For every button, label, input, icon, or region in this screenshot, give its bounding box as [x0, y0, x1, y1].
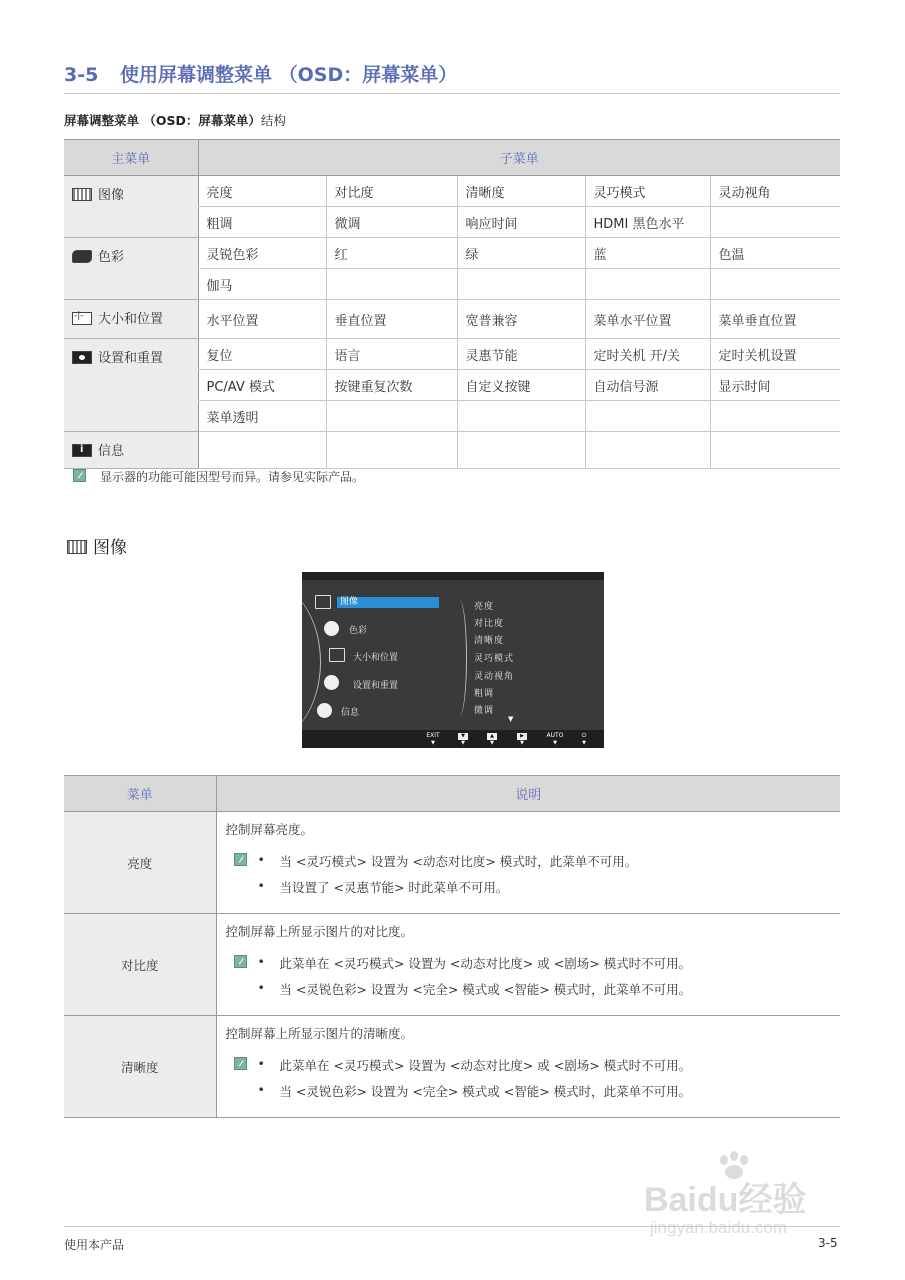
osd-screenshot [302, 572, 604, 748]
submenu-cell: 水平位置 [198, 300, 326, 339]
submenu-cell [710, 401, 840, 432]
submenu-cell: 垂直位置 [326, 300, 457, 339]
osd-sub-item: 亮度 [474, 602, 495, 612]
structure-title-suffix: 结构 [260, 113, 286, 128]
page-number: 3-5 [818, 1236, 838, 1250]
submenu-cell: 定时关机设置 [710, 339, 840, 370]
menu-description [216, 812, 840, 914]
footer-chapter: 使用本产品 [64, 1238, 125, 1252]
submenu-cell: 亮度 [198, 176, 326, 207]
size-position-icon [329, 648, 345, 662]
submenu-cell: 灵锐色彩 [198, 238, 326, 269]
osd-right-button: ▶ ▼ [513, 732, 531, 746]
baidu-watermark [640, 1150, 850, 1250]
osd-down-button: ▼ ▼ [454, 732, 472, 746]
osd-auto-button: AUTO ▼ [546, 732, 564, 746]
info-icon [72, 444, 92, 457]
osd-menu-picture: 图像 [337, 597, 439, 608]
osd-exit-button: EXIT ▼ [426, 732, 440, 746]
submenu-cell [585, 401, 710, 432]
submenu-cell: 复位 [198, 339, 326, 370]
submenu-cell: 响应时间 [457, 207, 585, 238]
submenu-cell: 清晰度 [457, 176, 585, 207]
description-summary: 控制屏幕亮度。 [225, 822, 314, 837]
osd-structure-table [64, 139, 840, 469]
footer-divider [64, 1226, 840, 1227]
main-menu-color: 色彩 [64, 238, 198, 300]
menu-description [216, 1016, 840, 1118]
osd-sub-item: 对比度 [474, 619, 505, 629]
submenu-cell [585, 432, 710, 469]
submenu-cell: 灵动视角 [710, 176, 840, 207]
size-position-icon [72, 312, 92, 325]
image-section-title: 图像 [93, 538, 127, 558]
submenu-cell: 色温 [710, 238, 840, 269]
submenu-cell: 宽普兼容 [457, 300, 585, 339]
submenu-cell [198, 432, 326, 469]
picture-icon [72, 188, 92, 201]
image-section-heading [67, 533, 127, 558]
header-main-menu: 主菜单 [64, 140, 198, 176]
picture-icon [315, 595, 331, 609]
description-bullet: • 此菜单在 <灵巧模式> 设置为 <动态对比度> 或 <剧场> 模式时不可用。 [257, 1056, 692, 1073]
submenu-cell [457, 432, 585, 469]
osd-top-bar [302, 572, 604, 580]
description-bullet: • 当 <灵锐色彩> 设置为 <完全> 模式或 <智能> 模式时，此菜单不可用。 [257, 1082, 692, 1099]
osd-sub-item: 灵动视角 [474, 672, 515, 682]
osd-power-button: ⏻ ▼ [581, 732, 587, 746]
structure-title-bold: 屏幕调整菜单 （OSD：屏幕菜单） [64, 113, 261, 128]
header-sub-menu: 子菜单 [198, 140, 840, 176]
submenu-cell: 显示时间 [710, 370, 840, 401]
menu-name-contrast: 对比度 [64, 914, 216, 1016]
main-menu-size-position: -|-大小和位置 [64, 300, 198, 339]
submenu-cell: 定时关机 开/关 [585, 339, 710, 370]
main-menu-picture: 图像 [64, 176, 198, 238]
submenu-cell [710, 207, 840, 238]
header-description: 说明 [216, 776, 840, 812]
osd-menu-setup-reset: 设置和重置 [353, 681, 399, 691]
submenu-cell: 蓝 [585, 238, 710, 269]
submenu-cell: 粗调 [198, 207, 326, 238]
watermark-url: jingyan.baidu.com [650, 1218, 788, 1237]
osd-menu-color: 色彩 [349, 626, 368, 636]
gear-icon [72, 351, 92, 364]
model-note-text: 显示器的功能可能因型号而异。请参见实际产品。 [100, 470, 365, 484]
submenu-cell [710, 269, 840, 300]
submenu-cell: PC/AV 模式 [198, 370, 326, 401]
submenu-cell: 自动信号源 [585, 370, 710, 401]
model-note [73, 468, 364, 485]
submenu-cell: 菜单透明 [198, 401, 326, 432]
osd-sub-item: 灵巧模式 [474, 654, 515, 664]
submenu-cell: 按键重复次数 [326, 370, 457, 401]
submenu-cell: 灵惠节能 [457, 339, 585, 370]
description-summary: 控制屏幕上所显示图片的对比度。 [225, 924, 414, 939]
submenu-cell: 伽马 [198, 269, 326, 300]
scroll-down-icon: ▼ [508, 715, 514, 723]
submenu-cell [326, 401, 457, 432]
osd-menu-size-position: 大小和位置 [353, 653, 399, 663]
main-menu-info: i信息 [64, 432, 198, 469]
submenu-cell: 绿 [457, 238, 585, 269]
submenu-cell [326, 432, 457, 469]
menu-name-brightness: 亮度 [64, 812, 216, 914]
header-menu: 菜单 [64, 776, 216, 812]
section-title: 使用屏幕调整菜单 （OSD：屏幕菜单） [120, 64, 458, 86]
submenu-cell: 菜单垂直位置 [710, 300, 840, 339]
submenu-cell: 菜单水平位置 [585, 300, 710, 339]
watermark-main-text: Baidu经验 [644, 1181, 807, 1219]
osd-right-arc [452, 600, 467, 716]
gear-icon [324, 675, 339, 690]
submenu-cell: HDMI 黑色水平 [585, 207, 710, 238]
submenu-cell [326, 269, 457, 300]
menu-description [216, 914, 840, 1016]
description-bullet: • 此菜单在 <灵巧模式> 设置为 <动态对比度> 或 <剧场> 模式时不可用。 [257, 954, 692, 971]
description-summary: 控制屏幕上所显示图片的清晰度。 [225, 1026, 414, 1041]
osd-menu-info: 信息 [341, 708, 360, 718]
submenu-cell [585, 269, 710, 300]
osd-sub-item: 微调 [474, 706, 495, 716]
submenu-cell [457, 401, 585, 432]
note-icon [73, 469, 86, 482]
submenu-cell: 语言 [326, 339, 457, 370]
structure-title [64, 111, 286, 129]
submenu-cell: 自定义按键 [457, 370, 585, 401]
menu-description-table [64, 775, 840, 1118]
description-bullet: • 当 <灵锐色彩> 设置为 <完全> 模式或 <智能> 模式时，此菜单不可用。 [257, 980, 692, 997]
palette-icon [72, 250, 92, 263]
submenu-cell [710, 432, 840, 469]
palette-icon [324, 621, 339, 636]
osd-sub-item: 清晰度 [474, 636, 505, 646]
submenu-cell: 灵巧模式 [585, 176, 710, 207]
submenu-cell [457, 269, 585, 300]
main-menu-setup-reset: 设置和重置 [64, 339, 198, 432]
picture-icon [67, 540, 87, 554]
section-number: 3-5 [64, 64, 99, 86]
menu-name-sharpness: 清晰度 [64, 1016, 216, 1118]
submenu-cell: 对比度 [326, 176, 457, 207]
description-bullet: • 当 <灵巧模式> 设置为 <动态对比度> 模式时，此菜单不可用。 [257, 852, 638, 869]
section-heading [64, 60, 840, 94]
osd-up-button: ▲ ▼ [483, 732, 501, 746]
description-bullet: • 当设置了 <灵惠节能> 时此菜单不可用。 [257, 878, 509, 895]
osd-sub-item: 粗调 [474, 689, 495, 699]
submenu-cell: 红 [326, 238, 457, 269]
submenu-cell: 微调 [326, 207, 457, 238]
info-icon [317, 703, 332, 718]
